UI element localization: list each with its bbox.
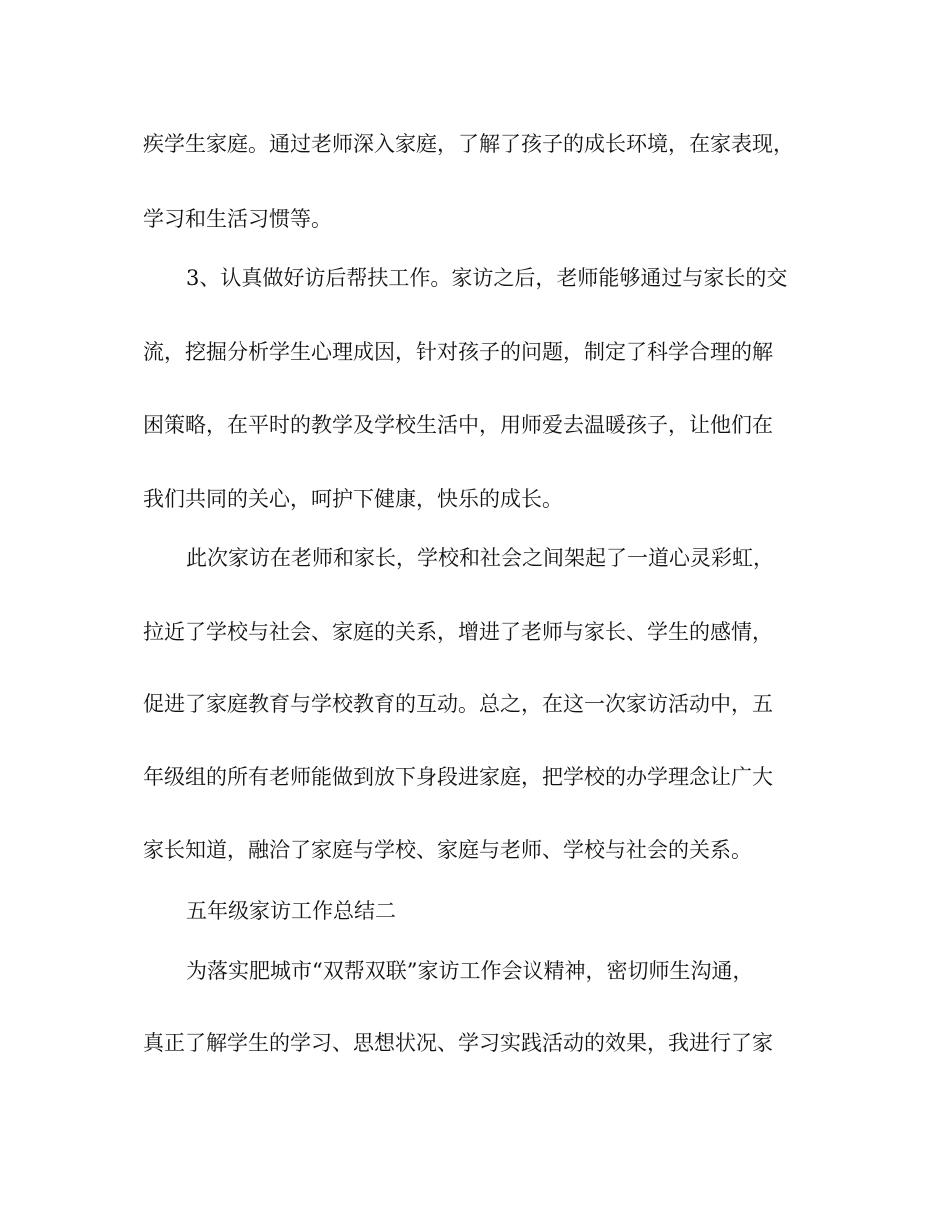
paragraph-line: 促进了家庭教育与学校教育的互动。总之，在这一次家访活动中，五 [143,692,773,716]
paragraph-line: 流，挖掘分析学生心理成因，针对孩子的问题，制定了科学合理的解 [143,340,773,364]
paragraph-line: 家长知道，融洽了家庭与学校、家庭与老师、学校与社会的关系。 [143,838,752,862]
section-heading: 五年级家访工作总结二 [186,899,396,923]
paragraph-line: 困策略，在平时的教学及学校生活中，用师爱去温暖孩子，让他们在 [143,413,773,437]
paragraph-line: 年级组的所有老师能做到放下身段进家庭，把学校的办学理念让广大 [143,765,773,789]
paragraph-line: 我们共同的关心，呵护下健康，快乐的成长。 [143,487,563,511]
paragraph-line: 疾学生家庭。通过老师深入家庭，了解了孩子的成长环境，在家表现， [143,132,794,156]
paragraph-line: 此次家访在老师和家长，学校和社会之间架起了一道心灵彩虹， [186,546,774,570]
paragraph-line: 为落实肥城市“双帮双联”家访工作会议精神，密切师生沟通， [186,959,754,983]
paragraph-line: 学习和生活习惯等。 [143,207,332,231]
paragraph-line: 拉近了学校与社会、家庭的关系，增进了老师与家长、学生的感情， [143,620,773,644]
paragraph-line: 真正了解学生的学习、思想状况、学习实践活动的效果，我进行了家 [143,1031,773,1055]
paragraph-line: 3、认真做好访后帮扶工作。家访之后，老师能够通过与家长的交 [186,266,788,290]
